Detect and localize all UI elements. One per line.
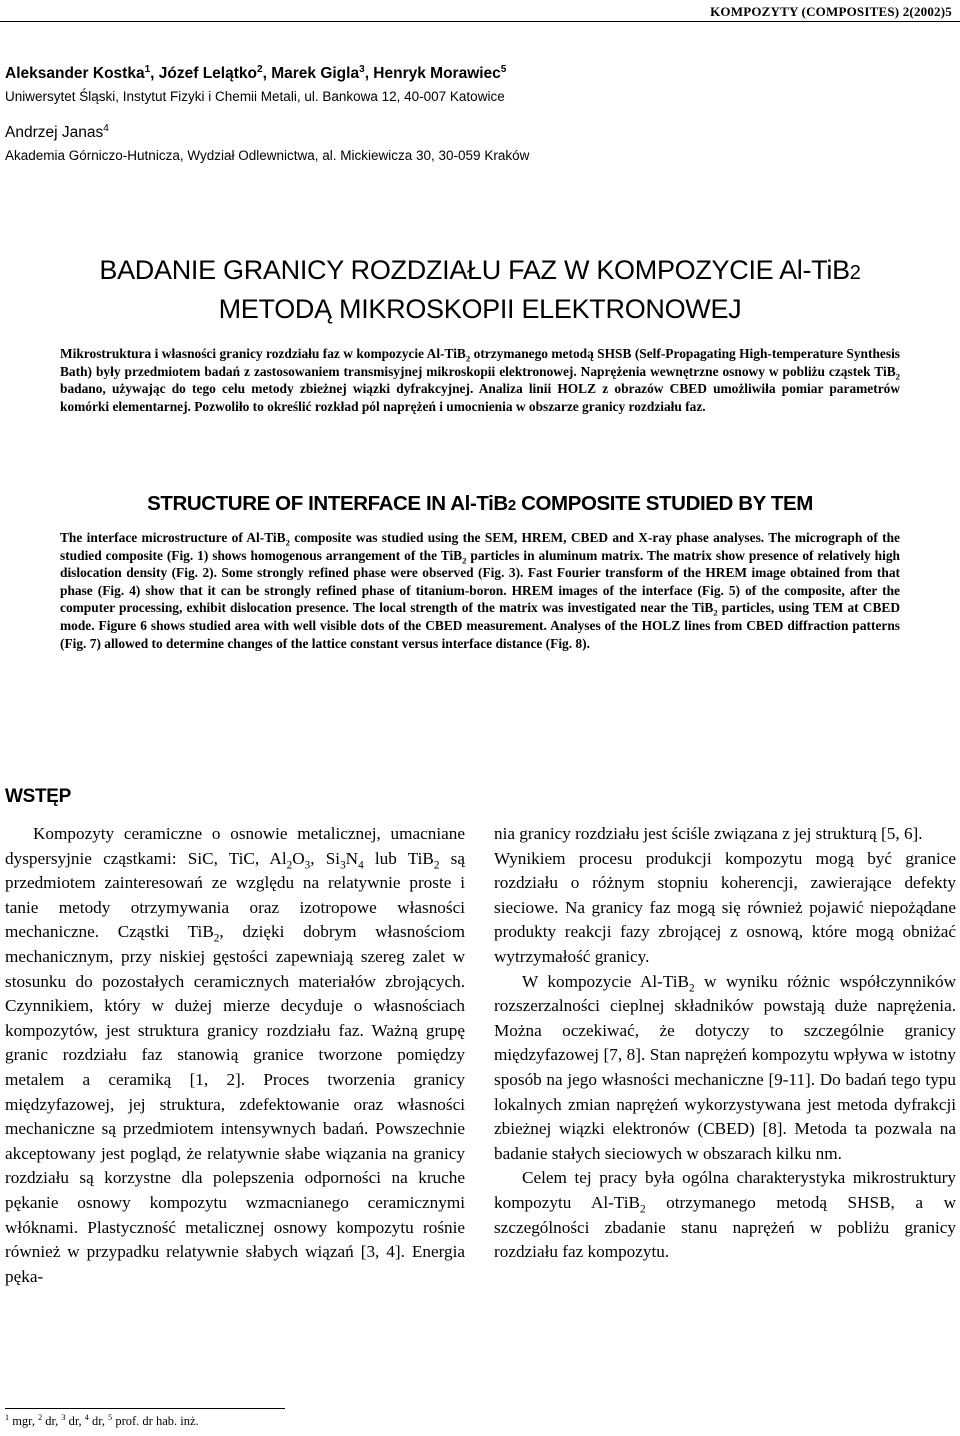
body-text: O [292, 848, 305, 868]
footnote-text: dr, [65, 1414, 85, 1428]
body-text: , dzięki dobrym własnościom mechanicznym, przy niskiej gęstości zapewniają szereg zalet w stosunku do pozostałych ceramicznych materiałów zbrojących. Czynnikiem, który w dużej mierze decyduje o własnościach kompozytów, jest struktura granicy rozdziału faz. Ważną grupę granic rozdziału faz stanowią granice tworzone pomiędzy metalem a ceramiką [1, 2]. Proces tworzenia granicy międzyfazowej, jej struktura, zdefektowanie oraz własności mechaniczne są przedmiotem intensywnych badań. Powszechnie akceptowany jest pogląd, że relatywnie słabe wiązania na granicy rozdziału są korzystne dla polepszenia odporności na kruche pękanie osnowy kompozytu wzmacnianego ceramicznymi włóknami. Plastyczność metalicznej osnowy kompozytu rośnie również w przypadku relatywnie słabych wiązań [3, 4]. Energia pęka- [5, 922, 465, 1286]
subscript: 2 [465, 353, 471, 364]
subscript: 2 [433, 859, 440, 872]
body-text: są przedmiotem zainteresowań ze względu na relatywnie proste i tanie metody otrzymywania oraz izotropowe własności mechaniczne. Cząstki TiB [5, 848, 465, 942]
paragraph [5, 822, 465, 1289]
journal-header: KOMPOZYTY (COMPOSITES) 2(2002)5 [710, 4, 952, 19]
header-rule [0, 21, 960, 22]
body-text: otrzymanego metodą SHSB, a w szczególności zbadanie stanu naprężeń w pobliżu granicy rozdziału faz kompozytu. [494, 1192, 956, 1262]
paragraph [494, 970, 956, 1167]
body-text: N [345, 848, 359, 868]
footnote-rule [5, 1408, 285, 1409]
footnote-text: dr, [42, 1414, 62, 1428]
body-column-right [494, 822, 956, 1265]
subscript: 2 [713, 608, 718, 619]
body-column-left [5, 822, 465, 1289]
title-english [0, 490, 960, 520]
subscript: 2 [689, 982, 695, 994]
title-polish [0, 252, 960, 327]
title-polish-text: BADANIE GRANICY ROZDZIAŁU FAZ W KOMPOZYCIE Al-TiB [99, 255, 850, 285]
paragraph [494, 1166, 956, 1264]
footnote-number: 5 [108, 1412, 113, 1422]
footnote-text: dr, [88, 1414, 109, 1428]
subscript: 2 [639, 1203, 646, 1216]
footnote-number: 3 [61, 1412, 66, 1422]
author-index: 5 [500, 63, 507, 75]
title-polish-subscript: 2 [849, 262, 861, 284]
section-heading-wstep: WSTĘP [5, 786, 72, 807]
body-text: W kompozycie Al-TiB [522, 971, 690, 991]
abstract-polish [60, 345, 900, 415]
authors-line-2 [5, 123, 529, 143]
authors-line-1 [5, 64, 529, 84]
author-morawiec: , Henryk Morawiec [364, 65, 501, 82]
title-english-text: STRUCTURE OF INTERFACE IN Al-TiB [147, 492, 508, 515]
abstract-english-text: The interface microstructure of Al-TiB [60, 530, 286, 545]
footnote-number: 1 [5, 1412, 10, 1422]
title-polish-line-2: METODĄ MIKROSKOPII ELEKTRONOWEJ [218, 294, 742, 324]
paragraph: nia granicy rozdziału jest ściśle związana z jej strukturą [5, 6]. [494, 824, 923, 843]
footnote [5, 1414, 199, 1429]
subscript: 3 [340, 859, 346, 872]
author-kostka: Aleksander Kostka [5, 65, 145, 82]
subscript: 2 [213, 932, 220, 945]
abstract-polish-text: badano, używając do tego celu metody zbieżnej wiązki dyfrakcyjnej. Analiza linii HOLZ z obrazów CBED umożliwiła pomiar parametrów komórki elementarnej. Pozwoliło to określić rozkład pól naprężeń i umocnienia w obszarze granicy rozdziału faz. [60, 381, 900, 414]
authors-block [5, 64, 529, 164]
author-index: 4 [103, 122, 109, 134]
author-index: 3 [359, 63, 365, 75]
footnote-text: mgr, [9, 1414, 39, 1428]
body-text: Kompozyty ceramiczne o osnowie metalicznej, umacniane dyspersyjnie cząstkami: SiC, TiC, Al [5, 824, 465, 868]
title-polish-line-1 [0, 252, 960, 291]
footnote-text: prof. dr hab. inż. [112, 1414, 199, 1428]
author-janas: Andrzej Janas [5, 124, 104, 141]
title-english-subscript: 2 [507, 497, 516, 514]
subscript: 2 [895, 371, 900, 382]
author-lelatko: , Józef Lelątko [150, 65, 257, 82]
abstract-english-text: particles in aluminum matrix. The matrix show presence of relatively high dislocation density (Fig. 2). Some strongly refined phase were observed (Fig. 3). Fast Fourier transform of the HREM image obtained from that phase (Fig. 4) show that it can be strongly refined phase of titanium-boron. HREM images of the interface (Fig. 5) of the composite, after the computer processing, exhibit dislocation presence. The local strength of the matrix was investigated near the TiB [60, 547, 900, 616]
subscript: 4 [358, 859, 364, 872]
affiliation-1: Uniwersytet Śląski, Instytut Fizyki i Chemii Metali, ul. Bankowa 12, 40-007 Katowice [5, 89, 505, 104]
subscript: 2 [286, 859, 293, 872]
subscript: 3 [304, 859, 311, 872]
body-text: , Si [310, 848, 341, 868]
abstract-english-text: composite was studied using the SEM, HREM, CBED and X-ray phase analyses. The micrograph of the studied composite (Fig. 1) shows homogenous arrangement of the TiB [60, 530, 900, 563]
author-index: 1 [144, 63, 151, 75]
body-text: Celem tej pracy była ogólna charakterystyka mikrostruktury kompozytu Al-TiB [494, 1168, 956, 1212]
abstract-english-text: particles, using TEM at CBED mode. Figure 6 shows studied area with well visible dots of the CBED measurement. Analyses of the HOLZ lines from CBED diffraction patterns (Fig. 7) allowed to determine changes of the lattice constant versus interface distance (Fig. 8). [60, 600, 900, 651]
author-gigla: , Marek Gigla [262, 65, 360, 82]
abstract-polish-text: Mikrostruktura i własności granicy rozdziału faz w kompozycie Al-TiB [60, 346, 466, 361]
footnote-number: 4 [84, 1412, 89, 1422]
body-text: w wyniku różnic współczynników rozszerzalności cieplnej składników powstają duże naprężenia. Można oczekiwać, że dotyczy to szczególnie granicy międzyfazowej [7, 8]. Stan naprężeń kompozytu wpływa w istotny sposób na jego własności mechaniczne [9-11]. Do badań tego typu lokalnych zmian naprężeń wykorzystywana jest metoda dyfrakcji zbieżnej wiązki elektronów (CBED) [8]. Metoda ta pozwala na badanie stałych sieciowych w obszarach kilku nm. [494, 971, 956, 1163]
body-text: lub TiB [363, 848, 434, 868]
subscript: 2 [285, 537, 290, 548]
paragraph: Wynikiem procesu produkcji kompozytu mogą być granice rozdziału o różnym stopniu koherencji, zawierające defekty sieciowe. Na granicy faz mogą się również pojawić niepożądane produkty reakcji fazy zbrojącej z osnową, które mogą obniżać wytrzymałość granicy. [494, 848, 956, 966]
abstract-english [60, 529, 900, 652]
abstract-polish-text: otrzymanego metodą SHSB (Self-Propagating High-temperature Synthesis Bath) były przedmiotem badań z zastosowaniem transmisyjnej mikroskopii elektronowej. Naprężenia wewnętrzne osnowy w pobliżu cząstek TiB [60, 346, 901, 379]
title-english-text: COMPOSITE STUDIED BY TEM [515, 492, 813, 515]
footnote-number: 2 [38, 1412, 43, 1422]
author-index: 2 [256, 63, 263, 75]
affiliation-2: Akademia Górniczo-Hutnicza, Wydział Odlewnictwa, al. Mickiewicza 30, 30-059 Kraków [5, 148, 530, 163]
subscript: 2 [462, 555, 467, 566]
